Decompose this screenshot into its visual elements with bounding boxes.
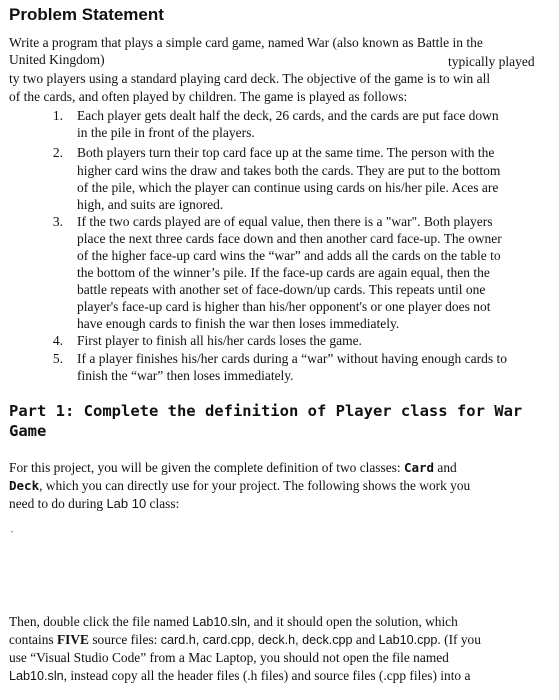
text-run: source files:: [88, 632, 161, 647]
text-run: need to do during: [9, 496, 107, 511]
text-run: contains: [9, 632, 57, 647]
text-run: , which you can directly use for your project. The following shows the work you: [39, 478, 471, 493]
file-name: Lab10.cpp: [378, 633, 438, 647]
rule-number: 2.: [52, 145, 63, 160]
rule-line: in the pile in front of the players.: [77, 125, 255, 140]
rule-line: Both players turn their top card face up at the same time. The person with the: [77, 145, 495, 160]
rule-line: player's face-up card is higher than his/her opponent's or one player does not: [77, 299, 491, 314]
rule-line: finish the “war” then loses immediately.: [77, 368, 294, 383]
paragraph-line: [9, 496, 179, 512]
text-run: Then, double click the file named: [9, 614, 193, 629]
lab-name: Lab 10: [106, 496, 147, 511]
paragraph-line: [9, 460, 457, 476]
rule-line: high, and suits are ignored.: [77, 197, 224, 212]
code-card: Card: [403, 460, 435, 475]
rule-line: of the pile, which the player can continue using cards on his/her pile. Aces are: [77, 180, 499, 195]
rule-number: 5.: [52, 351, 63, 366]
text-run: class:: [146, 496, 180, 511]
file-name: Lab10.sln: [9, 669, 64, 683]
text-run: and: [434, 460, 457, 475]
emphasis: FIVE: [56, 632, 89, 647]
file-list: card.h, card.cpp, deck.h, deck.cpp: [160, 633, 353, 647]
intro-line: ty two players using a standard playing card deck. The objective of the game is to win all: [9, 71, 491, 86]
rule-line: battle repeats with another set of face-down/up cards. This repeats until one: [77, 282, 486, 297]
rule-line: have enough cards to finish the war then loses immediately.: [77, 316, 400, 331]
heading-line: Part 1: Complete the definition of Player class for War: [9, 402, 523, 420]
rule-line: place the next three cards face down and then another card face-up. The owner: [77, 231, 502, 246]
file-name: Lab10.sln: [192, 615, 247, 629]
rule-line: Each player gets dealt half the deck, 26 cards, and the cards are put face down: [77, 108, 499, 123]
text-run: , and it should open the solution, which: [246, 614, 458, 629]
text-run: For this project, you will be given the complete definition of two classes:: [9, 460, 404, 475]
rule-number: 4.: [52, 333, 63, 348]
heading-line: Game: [9, 422, 47, 440]
paragraph-line: use “Visual Studio Code” from a Mac Laptop, you should not open the file named: [9, 650, 449, 665]
intro-line: of the cards, and often played by children. The game is played as follows:: [9, 89, 408, 104]
rule-line: the bottom of the winner’s pile. If the face-up cards are again equal, then the: [77, 265, 490, 280]
code-deck: Deck: [9, 478, 40, 493]
rule-line: If the two cards played are of equal value, then there is a "war". Both players: [77, 214, 493, 229]
rule-number: 1.: [52, 108, 63, 123]
paragraph-line: [9, 632, 481, 648]
paragraph-line: [9, 614, 458, 630]
text-run: and: [352, 632, 379, 647]
rule-line: higher card wins the draw and takes both the cards. They are put to the bottom: [77, 163, 501, 178]
intro-line: United Kingdom): [9, 52, 105, 67]
problem-title: Problem Statement: [9, 5, 164, 24]
intro-line: Write a program that plays a simple card game, named War (also known as Battle in the: [9, 35, 483, 50]
text-run: , instead copy all the header files (.h files) and source files (.cpp files) into a: [63, 668, 471, 683]
paragraph-line: [9, 668, 470, 684]
text-run: . (If you: [437, 632, 481, 647]
paragraph-line: [9, 478, 470, 494]
bullet-mark: ·: [10, 524, 15, 539]
rule-number: 3.: [52, 214, 63, 229]
rule-line: If a player finishes his/her cards during a “war” without having enough cards to: [77, 351, 507, 366]
rule-line: First player to finish all his/her cards loses the game.: [77, 333, 362, 348]
intro-line: typically played: [448, 54, 535, 69]
rule-line: of the higher face-up card wins the “war” and adds all the cards on the table to: [77, 248, 501, 263]
